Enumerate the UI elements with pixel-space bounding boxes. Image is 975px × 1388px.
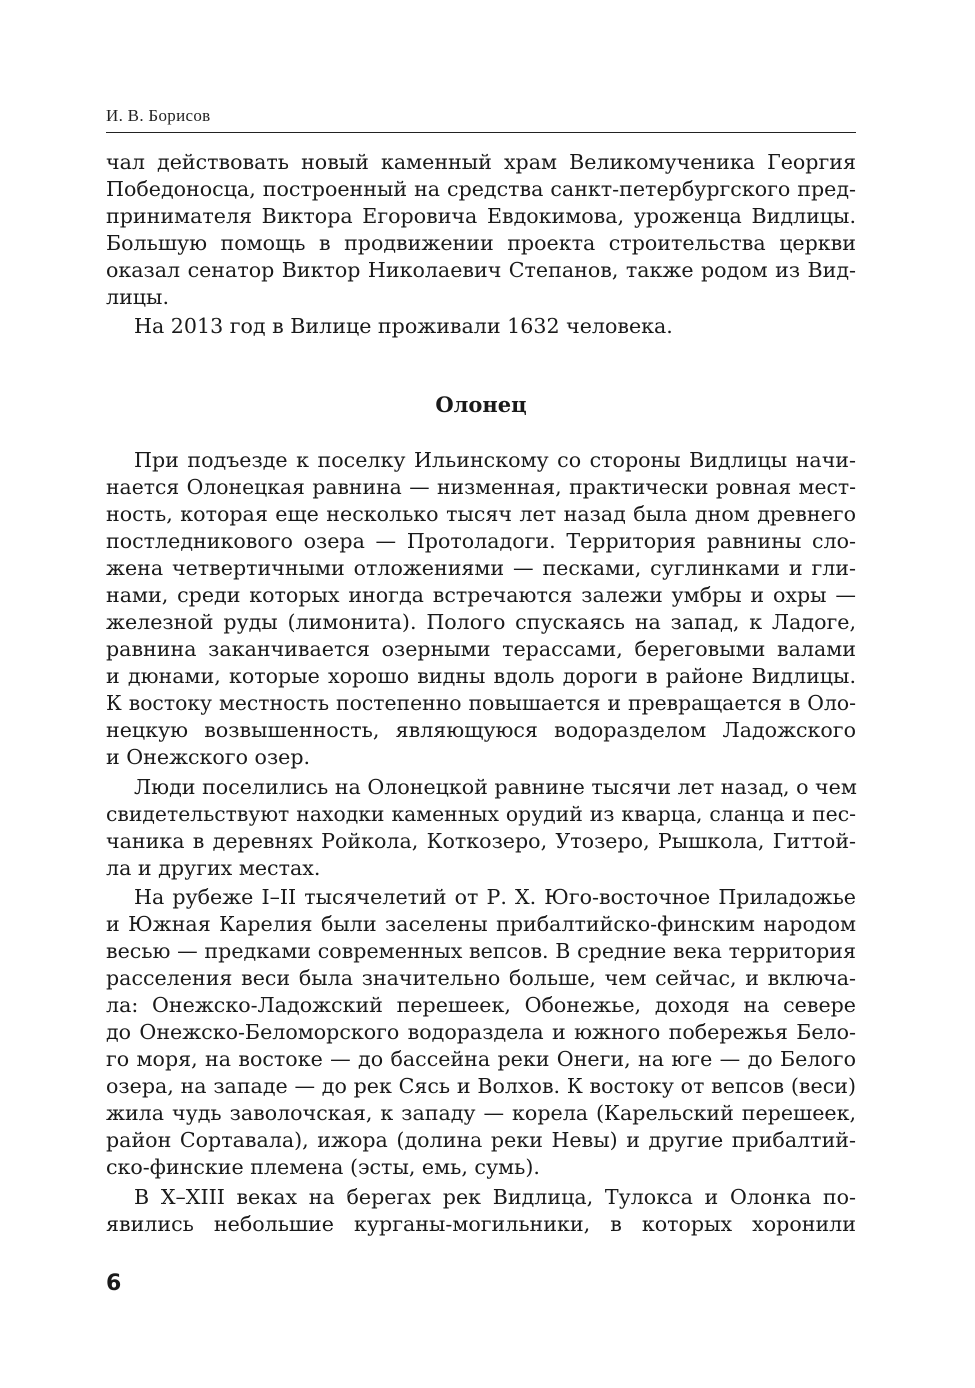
text-line: В X–XIII веках на берегах рек Видлица, Тулокса и Олонка по- <box>134 1185 856 1209</box>
running-head: И. В. Борисов <box>106 106 211 125</box>
text-line: нецкую возвышенность, являющуюся водоразделом Ладожского <box>106 718 856 742</box>
header-rule <box>106 132 856 133</box>
text-line: оказал сенатор Виктор Николаевич Степанов, также родом из Вид- <box>106 258 856 282</box>
text-line: чал действовать новый каменный храм Великомученика Георгия <box>106 150 856 174</box>
text-line: Люди поселились на Олонецкой равнине тысячи лет назад, о чем <box>134 775 857 799</box>
text-line: нами, среди которых иногда встречаются залежи умбры и охры — <box>106 583 856 607</box>
text-line: На рубеже I–II тысячелетий от Р. Х. Юго-восточное Приладожье <box>134 885 856 909</box>
text-line: до Онежско-Беломорского водораздела и южного побережья Бело- <box>106 1020 856 1044</box>
text-line: нается Олонецкая равнина — низменная, практически ровная мест- <box>106 475 856 499</box>
page-number: 6 <box>106 1271 122 1296</box>
text-line: явились небольшие курганы-могильники, в которых хоронили <box>106 1212 856 1236</box>
text-line: ла и других местах. <box>106 856 321 880</box>
text-line: расселения веси была значительно больше, чем сейчас, и включа- <box>106 966 856 990</box>
text-line: жила чудь заволочская, к западу — корела (Карельский перешеек, <box>106 1101 856 1125</box>
text-line: равнина заканчивается озерными терассами, береговыми валами <box>106 637 856 661</box>
section-title: Олонец <box>435 392 527 417</box>
text-line: озера, на западе — до рек Сясь и Волхов. К востоку от вепсов (веси) <box>106 1074 856 1098</box>
text-line: лицы. <box>106 285 169 309</box>
text-line: ла: Онежско-Ладожский перешеек, Обонежье, доходя на севере <box>106 993 856 1017</box>
text-line: и Южная Карелия были заселены прибалтийско-финским народом <box>106 912 856 936</box>
text-line: Большую помощь в продвижении проекта строительства церкви <box>106 231 856 255</box>
text-line: свидетельствуют находки каменных орудий из кварца, сланца и пес- <box>106 802 856 826</box>
text-line: К востоку местность постепенно повышается и превращается в Оло- <box>106 691 856 715</box>
text-line: го моря, на востоке — до бассейна реки Онеги, на юге — до Белого <box>106 1047 856 1071</box>
text-line: постледникового озера — Протоладоги. Территория равнины сло- <box>106 529 856 553</box>
text-line: железной руды (лимонита). Полого спускаясь на запад, к Ладоге, <box>106 610 856 634</box>
text-line: и Онежского озер. <box>106 745 311 769</box>
text-line: На 2013 год в Вилице проживали 1632 человека. <box>134 314 673 338</box>
text-line: и дюнами, которые хорошо видны вдоль дороги в районе Видлицы. <box>106 664 856 688</box>
text-line: жена четвертичными отложениями — песками, суглинками и гли- <box>106 556 856 580</box>
text-line: При подъезде к поселку Ильинскому со стороны Видлицы начи- <box>134 448 856 472</box>
text-line: ность, которая еще несколько тысяч лет назад была дном древнего <box>106 502 856 526</box>
text-line: чаника в деревнях Ройкола, Коткозеро, Утозеро, Рышкола, Гиттой- <box>106 829 856 853</box>
text-line: Победоносца, построенный на средства санкт-петербургского пред- <box>106 177 856 201</box>
text-line: принимателя Виктора Егоровича Евдокимова, уроженца Видлицы. <box>106 204 856 228</box>
text-line: весью — предками современных вепсов. В средние века территория <box>106 939 856 963</box>
text-line: ско-финские племена (эсты, емь, сумь). <box>106 1155 540 1179</box>
text-line: район Сортавала), ижора (долина реки Невы) и другие прибалтий- <box>106 1128 856 1152</box>
